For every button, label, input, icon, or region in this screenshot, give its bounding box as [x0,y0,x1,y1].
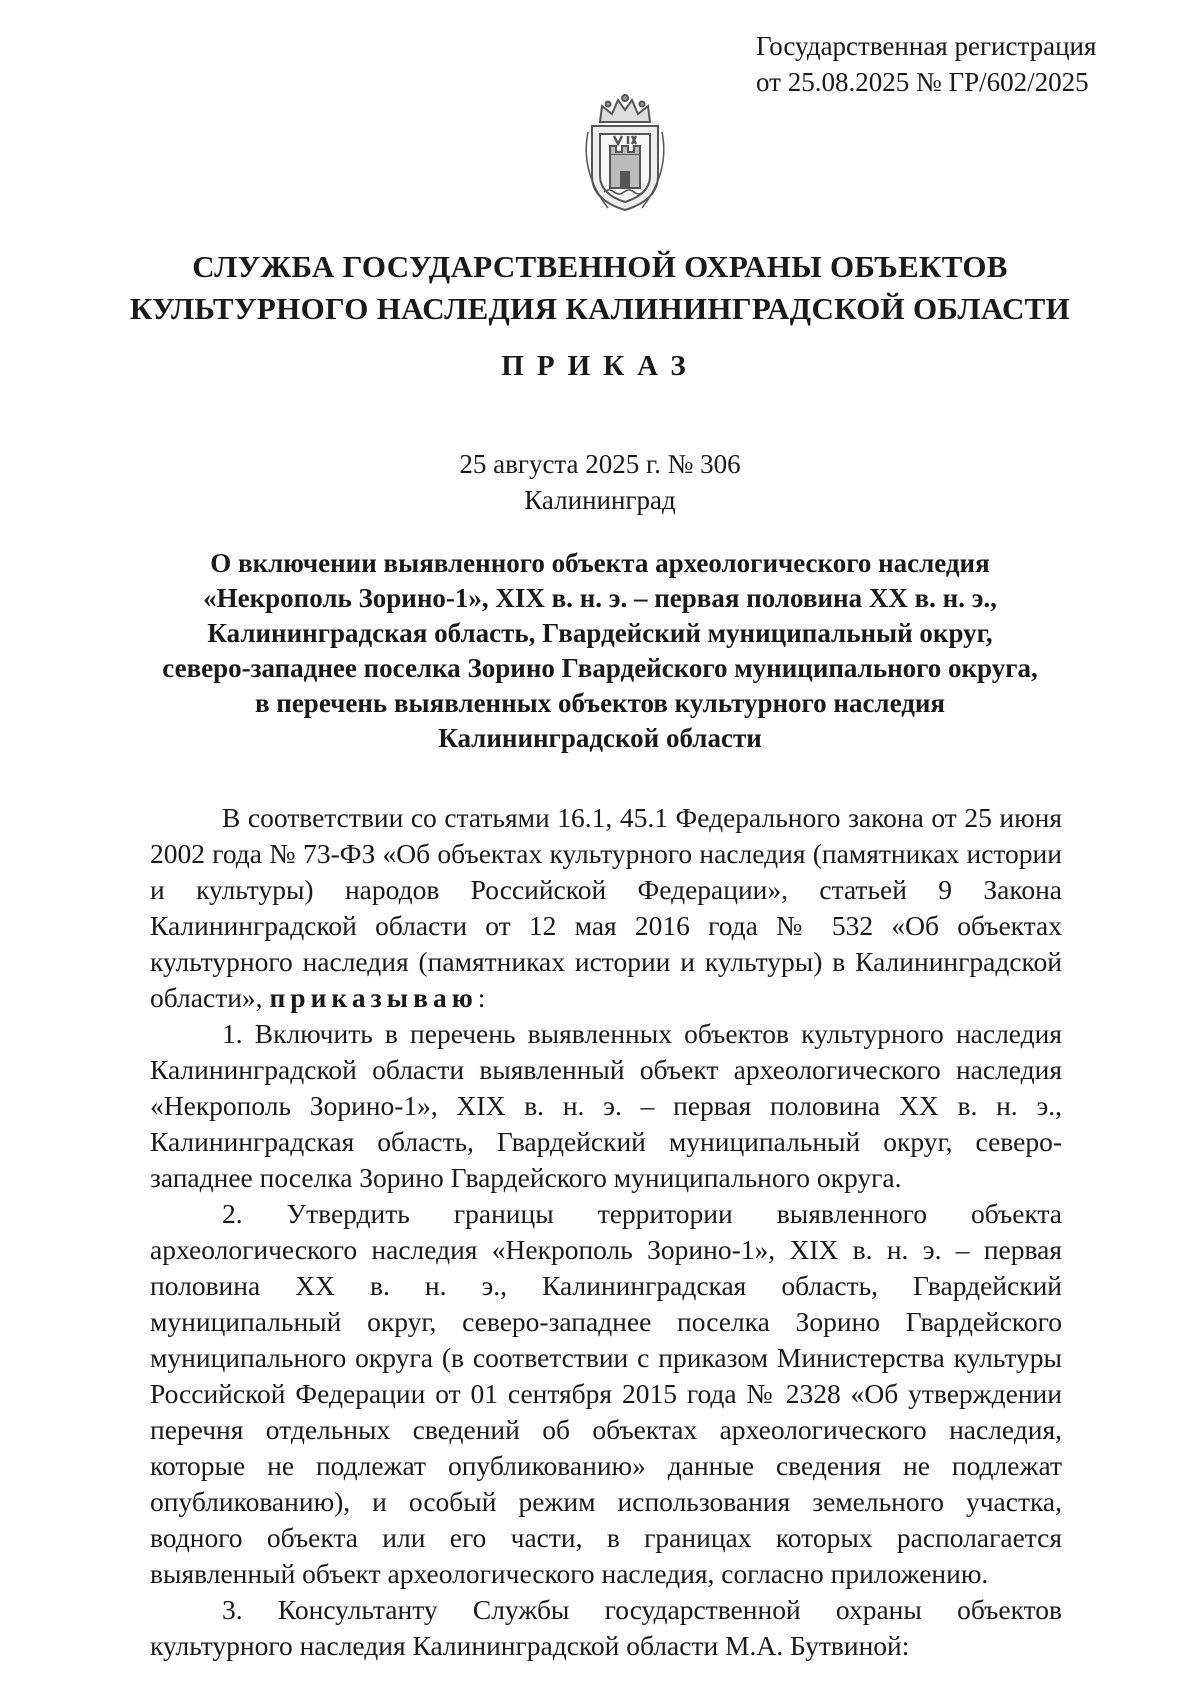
subject-line: «Некрополь Зорино-1», XIX в. н. э. – первая половина XX в. н. э., [203,583,997,613]
registration-stamp [756,28,1096,100]
subject-line: северо-западнее поселка Зорино Гвардейского муниципального округа, [162,653,1038,683]
preamble-paragraph [150,800,1062,1016]
order-item-1: 1. Включить в перечень выявленных объектов культурного наследия Калининградской области выявленный объект археологического наследия «Некрополь Зорино-1», XIX в. н. э. – первая половина XX в. н. э., Калининградская область, Гвардейский муниципальный округ, северо-западнее поселка Зорино Гвардейского муниципального округа. [150,1018,1062,1193]
order-subject [150,546,1050,756]
organization-name [0,246,1200,330]
subject-line: Калининградская область, Гвардейский муниципальный округ, [207,618,993,648]
order-body [150,800,1062,1664]
order-item-2: 2. Утвердить границы территории выявленного объекта археологического наследия «Некрополь Зорино-1», XIX в. н. э. – первая половина XX в. н. э., Калининградская область, Гвардейский муниципальный округ, северо-западнее поселка Зорино Гвардейского муниципального округа (в соответствии с приказом Министерства культуры Российской Федерации от 01 сентября 2015 года № 2328 «Об утверждении перечня отдельных сведений об объектах археологического наследия, которые не подлежат опубликованию» данные сведения не подлежат опубликованию), и особый режим использования земельного участка, водного объекта или его части, в границах которых располагается выявленный объект археологического наследия, согласно приложению. [150,1198,1062,1589]
coat-of-arms-icon [578,92,672,214]
registration-line-2: от 25.08.2025 № ГР/602/2025 [756,67,1089,97]
order-date-number: 25 августа 2025 г. № 306 [459,449,741,479]
registration-line-1: Государственная регистрация [756,31,1097,61]
document-type: ПРИКАЗ [501,350,699,382]
subject-line: О включении выявленного объекта археологического наследия [210,548,990,578]
organization-line-2: КУЛЬТУРНОГО НАСЛЕДИЯ КАЛИНИНГРАДСКОЙ ОБЛАСТИ [129,291,1071,326]
order-colon: : [477,982,486,1013]
order-verb: приказываю [269,982,478,1013]
date-block [0,446,1200,518]
subject-line: Калининградской области [438,723,762,753]
subject-line: в перечень выявленных объектов культурного наследия [254,688,946,718]
organization-line-1: СЛУЖБА ГОСУДАРСТВЕННОЙ ОХРАНЫ ОБЪЕКТОВ [192,249,1008,284]
preamble-text: В соответствии со статьями 16.1, 45.1 Федерального закона от 25 июня 2002 года № 73-ФЗ «Об объектах культурного наследия (памятниках истории и культуры) народов Российской Федерации», статьей 9 Закона Калининградской области от 12 мая 2016 года № 532 «Об объектах культурного наследия (памятниках истории и культуры) в Калининградской области», [150,802,1062,1013]
city-name: Калининград [524,485,676,515]
order-item-3: 3. Консультанту Службы государственной охраны объектов культурного наследия Калининградской области М.А. Бутвиной: [150,1594,1062,1661]
